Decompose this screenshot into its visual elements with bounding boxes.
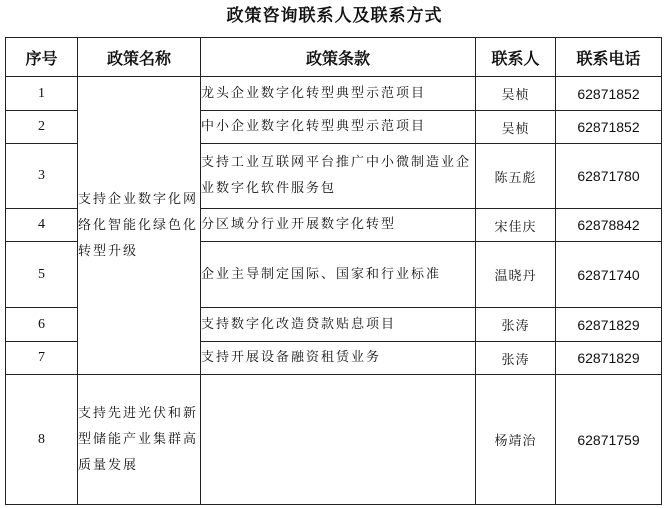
policy-clause-cell <box>201 375 476 505</box>
table-row <box>6 77 662 111</box>
row-index: 5 <box>6 242 78 308</box>
phone-cell: 62871829 <box>556 308 662 342</box>
table-header-row <box>6 38 662 77</box>
header-policy-clause: 政策条款 <box>201 38 476 77</box>
contact-cell: 陈五彪 <box>476 144 556 209</box>
policy-name-cell: 支持企业数字化网络化智能化绿色化转型升级 <box>78 77 201 375</box>
contact-cell: 温晓丹 <box>476 242 556 308</box>
contact-cell: 张涛 <box>476 342 556 375</box>
policy-clause-cell: 分区域分行业开展数字化转型 <box>201 209 476 242</box>
policy-contact-table <box>5 37 662 505</box>
policy-clause-cell: 支持工业互联网平台推广中小微制造业企业数字化软件服务包 <box>201 144 476 209</box>
phone-cell: 62871829 <box>556 342 662 375</box>
phone-cell: 62871852 <box>556 111 662 144</box>
phone-cell: 62871740 <box>556 242 662 308</box>
contact-cell: 宋佳庆 <box>476 209 556 242</box>
policy-clause-cell: 支持数字化改造贷款贴息项目 <box>201 308 476 342</box>
policy-clause-cell: 支持开展设备融资租赁业务 <box>201 342 476 375</box>
contact-cell: 张涛 <box>476 308 556 342</box>
row-index: 4 <box>6 209 78 242</box>
header-contact: 联系人 <box>476 38 556 77</box>
phone-cell: 62871759 <box>556 375 662 505</box>
contact-cell: 杨靖治 <box>476 375 556 505</box>
page-title: 政策咨询联系人及联系方式 <box>226 6 443 26</box>
policy-clause-cell: 龙头企业数字化转型典型示范项目 <box>201 77 476 111</box>
header-policy-name: 政策名称 <box>78 38 201 77</box>
row-index: 3 <box>6 144 78 209</box>
header-index: 序号 <box>6 38 78 77</box>
contact-cell: 吴桢 <box>476 77 556 111</box>
table-row <box>6 375 662 505</box>
row-index: 1 <box>6 77 78 111</box>
header-phone: 联系电话 <box>556 38 662 77</box>
row-index: 7 <box>6 342 78 375</box>
phone-cell: 62871780 <box>556 144 662 209</box>
contact-cell: 吴桢 <box>476 111 556 144</box>
phone-cell: 62871852 <box>556 77 662 111</box>
phone-cell: 62878842 <box>556 209 662 242</box>
row-index: 8 <box>6 375 78 505</box>
row-index: 6 <box>6 308 78 342</box>
policy-name-cell: 支持先进光伏和新型储能产业集群高质量发展 <box>78 375 201 505</box>
policy-clause-cell: 企业主导制定国际、国家和行业标准 <box>201 242 476 308</box>
policy-clause-cell: 中小企业数字化转型典型示范项目 <box>201 111 476 144</box>
row-index: 2 <box>6 111 78 144</box>
